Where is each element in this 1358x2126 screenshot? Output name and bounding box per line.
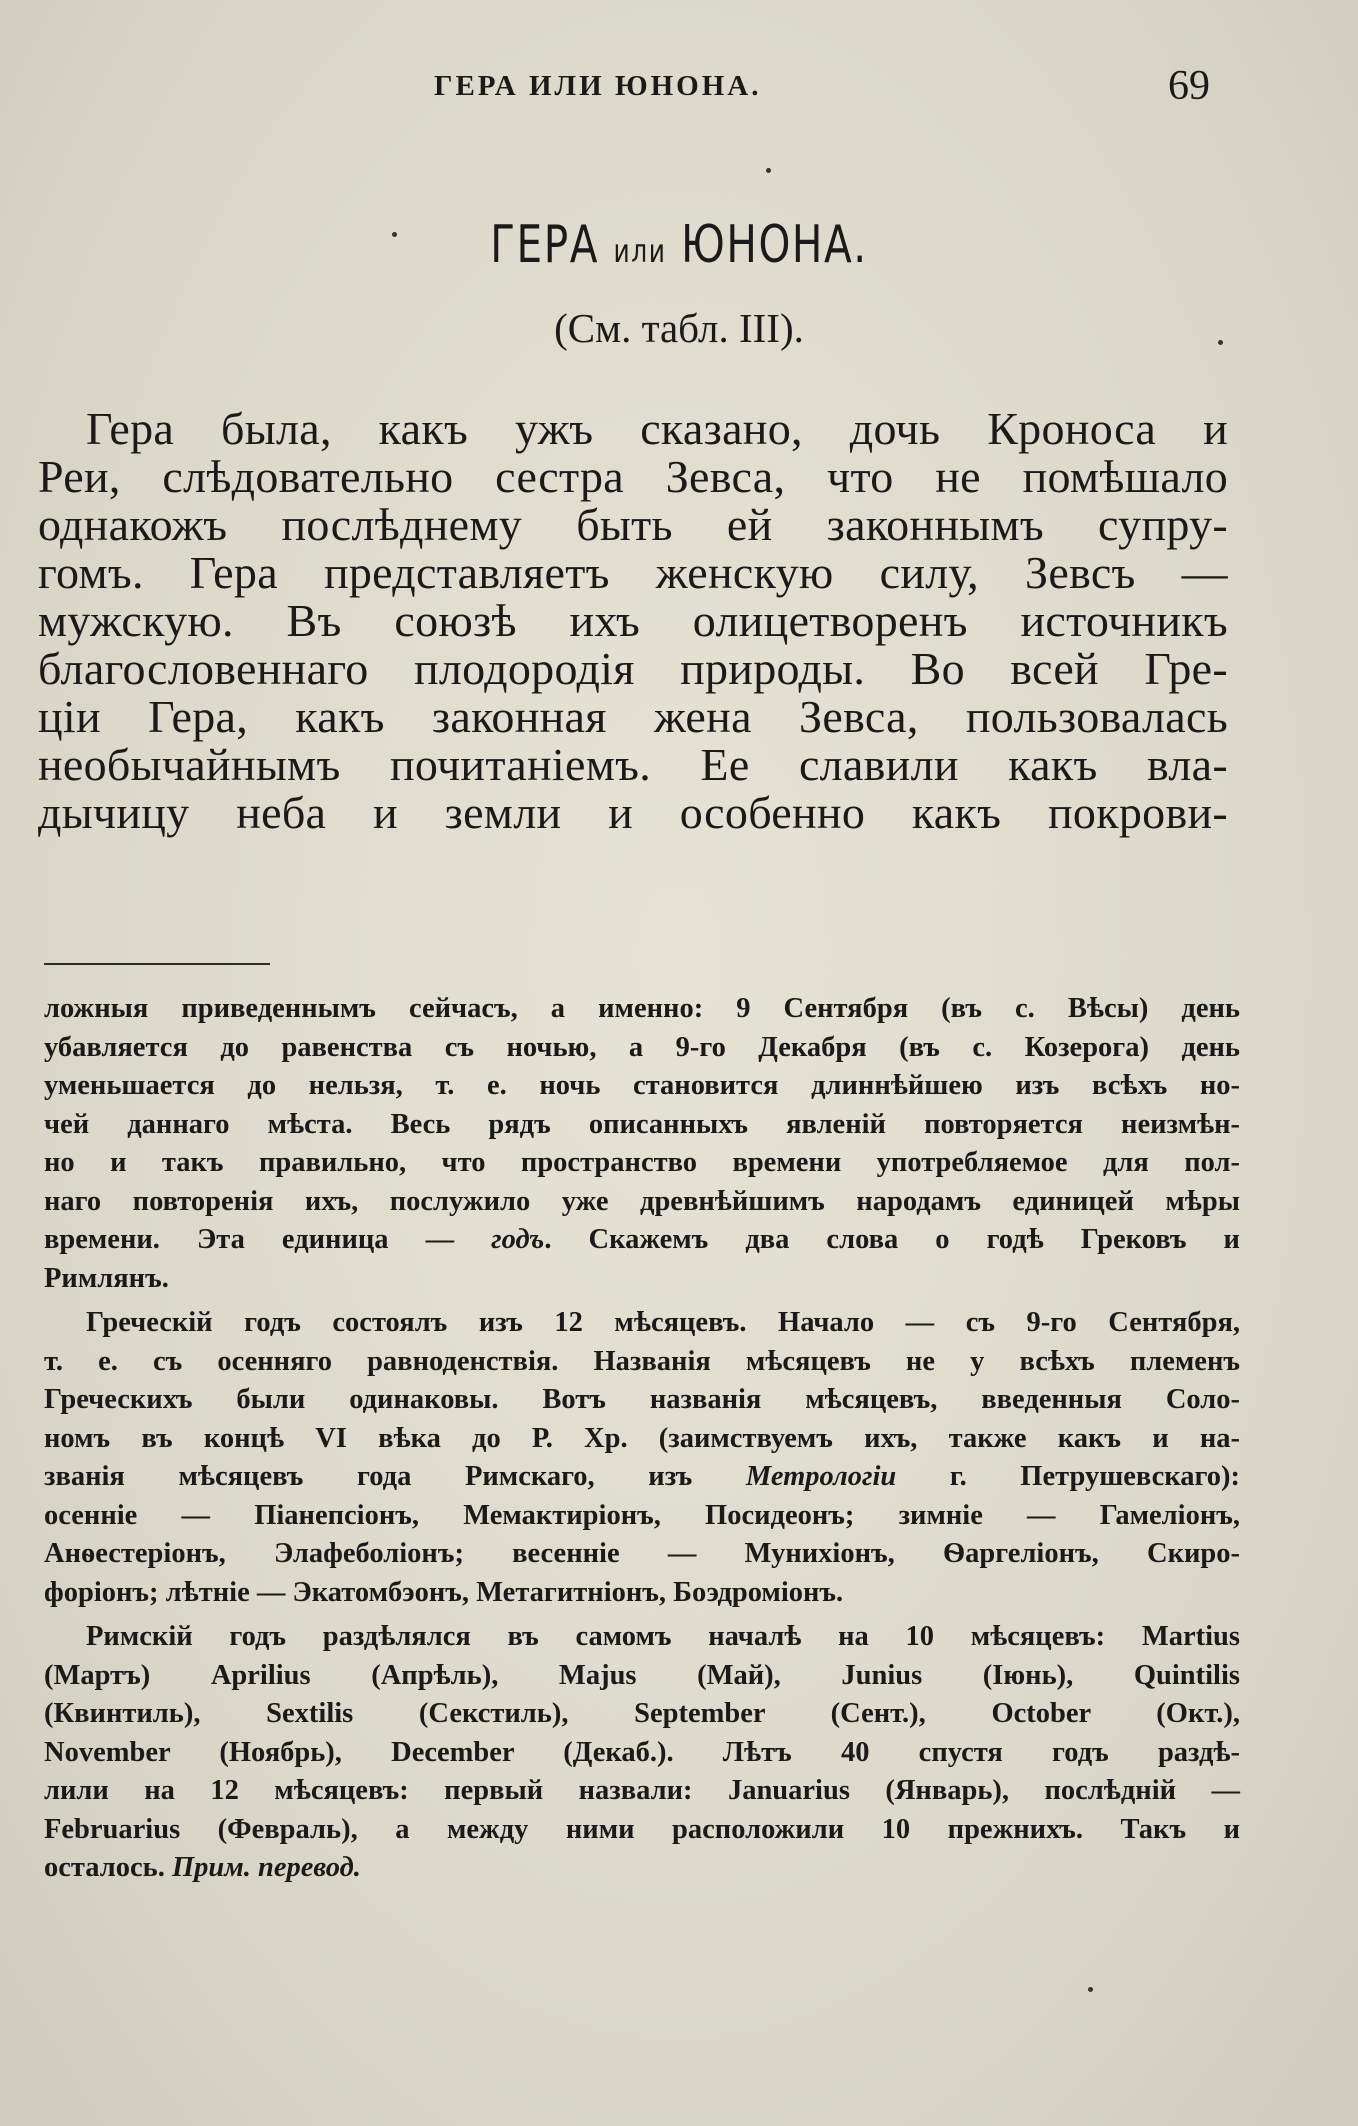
main-line: мужскую. Въ союзѣ ихъ олицетворенъ источникъ	[38, 595, 1228, 646]
footnote-text: времени. Эта единица —	[44, 1224, 492, 1255]
main-line: благословеннаго плодородія природы. Во всей Гре-	[38, 643, 1228, 694]
footnote-text: . Скажемъ два слова о годѣ Грековъ и	[544, 1224, 1240, 1255]
footnote-text: осталось.	[44, 1852, 172, 1883]
footnote-line: Римскій годъ раздѣлялся въ самомъ началѣ на 10 мѣсяцевъ: Martius	[86, 1621, 1240, 1652]
footnote-line	[44, 1458, 1240, 1497]
main-line: Реи, слѣдовательно сестра Зевса, что не помѣшало	[38, 451, 1228, 502]
footnote-line: Римлянъ.	[44, 1262, 169, 1294]
running-head: ГЕРА ИЛИ ЮНОНА.	[434, 70, 762, 102]
translator-note: Прим. перевод.	[171, 1852, 361, 1883]
page-number: 69	[1168, 63, 1210, 109]
main-line: необычайнымъ почитаніемъ. Ее славили какъ вла-	[38, 739, 1228, 790]
footnote-line: осенніе — Піанепсіонъ, Мемактиріонъ, Посидеонъ; зимніе — Гамеліонъ,	[44, 1499, 1240, 1531]
title-part-2: или	[613, 232, 667, 270]
footnote-paragraph-3	[44, 1618, 1240, 1888]
main-line: дычицу неба и земли и особенно какъ покрови-	[38, 787, 1228, 838]
print-speck	[1218, 340, 1223, 345]
footnote-italic-term: годъ	[491, 1224, 545, 1255]
main-line: гомъ. Гера представляетъ женскую силу, Зевсъ —	[38, 547, 1228, 598]
footnote-line: уменьшается до нельзя, т. е. ночь становится длиннѣйшею изъ всѣхъ но-	[44, 1070, 1240, 1101]
footnote-line: Греческихъ были одинаковы. Вотъ названія мѣсяцевъ, введенныя Соло-	[44, 1384, 1240, 1415]
footnote-line: Februarius (Февраль), а между ними расположили 10 прежнихъ. Такъ и	[44, 1813, 1240, 1845]
footnote-line: чей даннаго мѣста. Весь рядъ описанныхъ явленій повторяется неизмѣн-	[44, 1108, 1240, 1140]
chapter-title	[149, 215, 1208, 275]
footnote-separator	[44, 963, 270, 965]
main-line: однакожъ послѣднему быть ей законнымъ супру-	[38, 499, 1228, 550]
footnote-line	[44, 1849, 1240, 1888]
footnote-line: форіонъ; лѣтніе — Экатомбэонъ, Метагитніонъ, Боэдроміонъ.	[44, 1576, 844, 1608]
footnote-paragraph-1	[44, 990, 1240, 1298]
footnote-text: званія мѣсяцевъ года Римскаго, изъ	[44, 1461, 746, 1492]
footnote-line: лили на 12 мѣсяцевъ: первый назвали: Januarius (Январь), послѣдній —	[44, 1775, 1240, 1806]
print-speck	[1088, 1987, 1093, 1992]
footnote-line: убавляется до равенства съ ночью, а 9-го Декабря (въ с. Козерога) день	[44, 1031, 1240, 1063]
footnote-line: (Квинтиль), Sextilis (Секстиль), September (Сент.), October (Окт.),	[44, 1698, 1240, 1729]
footnote-line: наго повторенія ихъ, послужило уже древнѣйшимъ народамъ единицей мѣры	[44, 1185, 1240, 1217]
chapter-subtitle: (См. табл. III).	[554, 305, 804, 351]
footnote	[44, 990, 1240, 1894]
footnote-line	[44, 1221, 1240, 1260]
footnote-line: November (Ноябрь), December (Декаб.). Лѣтъ 40 спустя годъ раздѣ-	[44, 1736, 1240, 1768]
footnote-line: Анѳестеріонъ, Элафеболіонъ; весенніе — Мунихіонъ, Ѳаргеліонъ, Скиро-	[44, 1538, 1240, 1569]
footnote-text: г. Петрушевскаго):	[896, 1461, 1241, 1492]
main-line: Гера была, какъ ужъ сказано, дочь Кроноса и	[86, 403, 1228, 454]
footnote-line: (Мартъ) Aprilius (Апрѣль), Majus (Май), Junius (Іюнь), Quintilis	[44, 1659, 1240, 1691]
footnote-italic-title: Метрологіи	[745, 1461, 897, 1492]
footnote-paragraph-2	[44, 1304, 1240, 1612]
main-paragraph	[38, 405, 1228, 837]
footnote-line: т. е. съ осенняго равноденствія. Названія мѣсяцевъ не у всѣхъ племенъ	[44, 1345, 1240, 1377]
print-speck	[392, 232, 397, 237]
footnote-line: ложныя приведеннымъ сейчасъ, а именно: 9 Сентября (въ с. Вѣсы) день	[44, 993, 1240, 1024]
title-part-1: ГЕРА	[490, 215, 600, 275]
title-part-3: ЮНОНА.	[681, 215, 868, 275]
footnote-line: номъ въ концѣ VI вѣка до Р. Хр. (заимствуемъ ихъ, также какъ и на-	[44, 1422, 1240, 1454]
main-line: ціи Гера, какъ законная жена Зевса, пользовалась	[38, 691, 1228, 742]
footnote-line: Греческій годъ состоялъ изъ 12 мѣсяцевъ. Начало — съ 9-го Сентября,	[86, 1307, 1240, 1338]
footnote-line: но и такъ правильно, что пространство времени употребляемое для пол-	[44, 1147, 1240, 1178]
print-speck	[766, 168, 771, 173]
